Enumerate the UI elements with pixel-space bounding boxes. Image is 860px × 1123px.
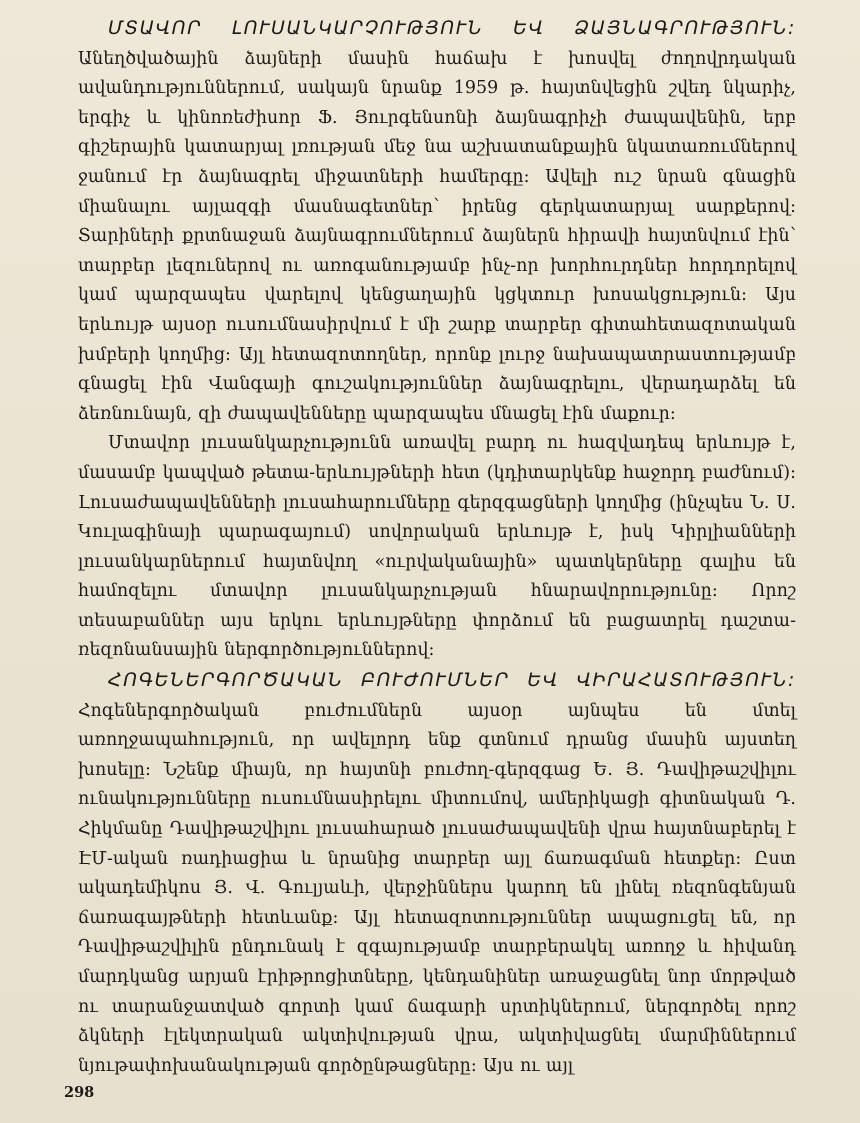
paragraph: Մտավոր լուսանկարչությունն առավել բարդ ու հազվադեպ երևույթ է, մասամբ կապված թետա-երևույթների հետ (կդիտարկենք հաջորդ բաժնում): Լուսաժապավենների լուսահարումները գերզգացների կողմից (ինչպես Ն. Ս. Կուլագինայի պարագայում) սովորական երևույթ է, իսկ Կիրլիանների լուսանկարներում հայտնվող «ուրվականային» պատկերները գալիս են համոզելու մտավոր լուսանկարչության հնարավորությունը: Որոշ տեսաբաններ այս երկու երևույթները փորձում են բացատրել դաշտա-ռեզոնանսային ներգործություններով:	[78, 433, 796, 661]
section-1-block	[78, 14, 796, 429]
page-number: 298	[64, 1084, 95, 1101]
text-block	[78, 14, 796, 1081]
section-heading: ՀՈԳԵՆԵՐԳՈՐԾԱԿԱՆ ԲՈՒԺՈՒՄՆԵՐ ԵՎ ՎԻՐԱՀԱՏՈՒԹՅՈՒՆ:	[108, 669, 796, 692]
section-heading: ՄՏԱՎՈՐ ԼՈՒՍԱՆԿԱՐՉՈՒԹՅՈՒՆ ԵՎ ՁԱՅՆԱԳՐՈՒԹՅՈՒՆ:	[108, 17, 796, 39]
paragraph-text: Անեղծվածային ձայների մասին հաճախ է խոսվել ժողովրդական ավանդություններում, սակայն նրանք 1959 թ. հայտնվեցին շվեդ նկարիչ, երգիչ և կինոռեժիսոր Ֆ. Յուրգենսոնի ձայնագրիչի ժապավենին, երբ գիշերային կատարյալ լռության մեջ նա աշխատանքային նկատառումներով ջանում էր ձայնագրել միջատների համերգը: Ավելի ուշ նրան գնացին միանալու այլազգի մասնագետներ՝ իրենց գերկատարյալ սարքերով: Տարիների քրտնաջան ձայնագրումներում ձայներն հիրավի հայտնվում էին՝ տարբեր լեզուներով ու առոգանությամբ ինչ-որ խորհուրդներ հորդորելով կամ պարզապես վարելով կենցաղային կցկտուր խոսակցություն: Այս երևույթ այսօր ուսումնասիրվում է մի շարք տարբեր գիտահետազոտական խմբերի կողմից: Այլ հետազոտողներ, որոնք լուրջ նախապատրաստությամբ գնացել էին Վանգայի գուշակություններ ձայնագրելու, վերադարձել են ձեռնունայն, զի ժապավենները պարզապես մնացել էին մաքուր:	[78, 48, 796, 424]
section-2-block	[78, 666, 796, 1081]
paragraph-text: Հոգեներգործական բուժումներն այսօր այնպես են մտել առողջապահություն, որ ավելորդ ենք գտնում դրանց մասին այստեղ խոսելը: Նշենք միայն, որ հայտնի բուժող-գերզգաց Ե. Յ. Դավիթաշվիլու ունակությունները ուսումնասիրելու միտումով, ամերիկացի գիտնական Դ. Հիկմանը Դավիթաշվիլու լուսահարած լուսաժապավենի վրա հայտնաբերել է ԷՄ-ական ռադիացիա և նրանից տարբեր այլ ճառագման հետքեր: Ըստ ակադեմիկոս Յ. Վ. Գուլյաևի, վերջիններս կարող են լինել ռեզոնգենյան ճառագայթների հետևանք: Այլ հետազոտություններ ապացուցել են, որ Դավիթաշվիլին ընդունակ է զգայությամբ տարբերակել առողջ և հիվանդ մարդկանց արյան էրիթրոցիտները, կենդանիներ առաջացնել նոր մորթված ու տարանջատված գորտի կամ ճագարի սրտիկներում, ներգործել որոշ ձկների էլեկտրական ակտիվության վրա, ակտիվացնել մարմիններում նյութափոխանակության գործընթացները: Այս ու այլ	[78, 700, 796, 1076]
